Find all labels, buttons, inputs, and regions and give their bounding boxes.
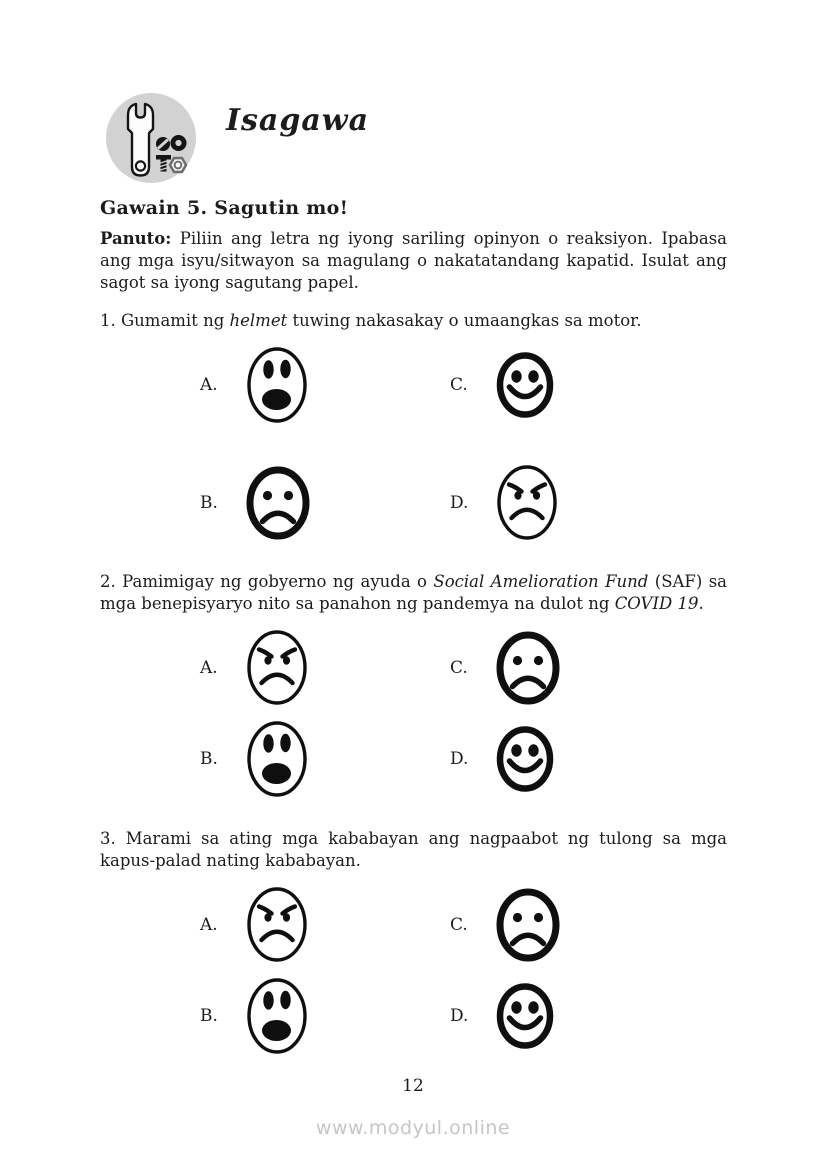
- angry-face-icon: [246, 886, 308, 963]
- option-label: D.: [450, 492, 469, 513]
- happy-face-icon: [496, 726, 554, 792]
- watermark: www.modyul.online: [315, 1117, 511, 1139]
- option-label: A.: [200, 914, 218, 935]
- question-2-option-b: [200, 720, 450, 798]
- option-label: D.: [450, 1006, 469, 1026]
- option-label: B.: [200, 1006, 218, 1026]
- question-2-option-c: [450, 629, 727, 706]
- tools-icon: [106, 93, 196, 183]
- sad-face-icon: [246, 466, 310, 540]
- question-3-options: [200, 886, 727, 1055]
- option-label: C.: [450, 657, 468, 678]
- instructions-text: Piliin ang letra ng iyong sariling opinyon o reaksiyon. Ipabasa ang mga isyu/sitwayon sa magulang o nakatatandang kapatid. Isulat ang sagot sa iyong sagutang papel.: [100, 229, 727, 292]
- question-3-option-a: [200, 886, 450, 963]
- question-1-option-a: [200, 346, 450, 424]
- question-3: [100, 828, 727, 1055]
- angry-face-icon: [496, 464, 558, 541]
- question-2-text: 2. Pamimigay ng gobyerno ng ayuda o Social Amelioration Fund (SAF) sa mga benepisyaryo nito sa panahon ng pandemya na dulot ng COVID 19.: [100, 572, 728, 613]
- question-3-option-c: [450, 886, 727, 963]
- option-label: C.: [450, 914, 468, 935]
- question-3-option-b: [200, 977, 450, 1055]
- option-label: A.: [200, 657, 218, 678]
- option-label: D.: [450, 749, 469, 769]
- happy-face-icon: [496, 352, 554, 418]
- angry-face-icon: [246, 629, 308, 706]
- instructions-label: Panuto:: [100, 229, 172, 248]
- section-title: Isagawa: [226, 103, 370, 139]
- question-2: [100, 571, 727, 798]
- option-label: C.: [450, 375, 468, 395]
- section-header: [106, 93, 727, 183]
- option-label: B.: [200, 749, 218, 769]
- question-1-options: [200, 346, 727, 541]
- question-1: [100, 310, 727, 541]
- question-1-text: 1. Gumamit ng helmet tuwing nakasakay o umaangkas sa motor.: [100, 311, 642, 330]
- question-1-option-c: [450, 346, 727, 424]
- page-number: 12: [402, 1076, 424, 1096]
- happy-face-icon: [496, 983, 554, 1049]
- activity-heading: Gawain 5. Sagutin mo!: [100, 197, 349, 219]
- question-2-options: [200, 629, 727, 798]
- question-2-option-d: [450, 720, 727, 798]
- sad-face-icon: [496, 888, 560, 962]
- instructions-paragraph: [100, 228, 727, 294]
- question-1-option-d: [450, 464, 727, 541]
- sad-face-icon: [496, 631, 560, 705]
- surprised-face-icon: [246, 977, 308, 1055]
- option-label: B.: [200, 492, 218, 513]
- question-2-option-a: [200, 629, 450, 706]
- surprised-face-icon: [246, 346, 308, 424]
- option-label: A.: [200, 375, 218, 395]
- question-3-text: 3. Marami sa ating mga kababayan ang nagpaabot ng tulong sa mga kapus-palad nating kababayan.: [100, 829, 727, 870]
- surprised-face-icon: [246, 720, 308, 798]
- question-3-option-d: [450, 977, 727, 1055]
- question-1-option-b: [200, 464, 450, 541]
